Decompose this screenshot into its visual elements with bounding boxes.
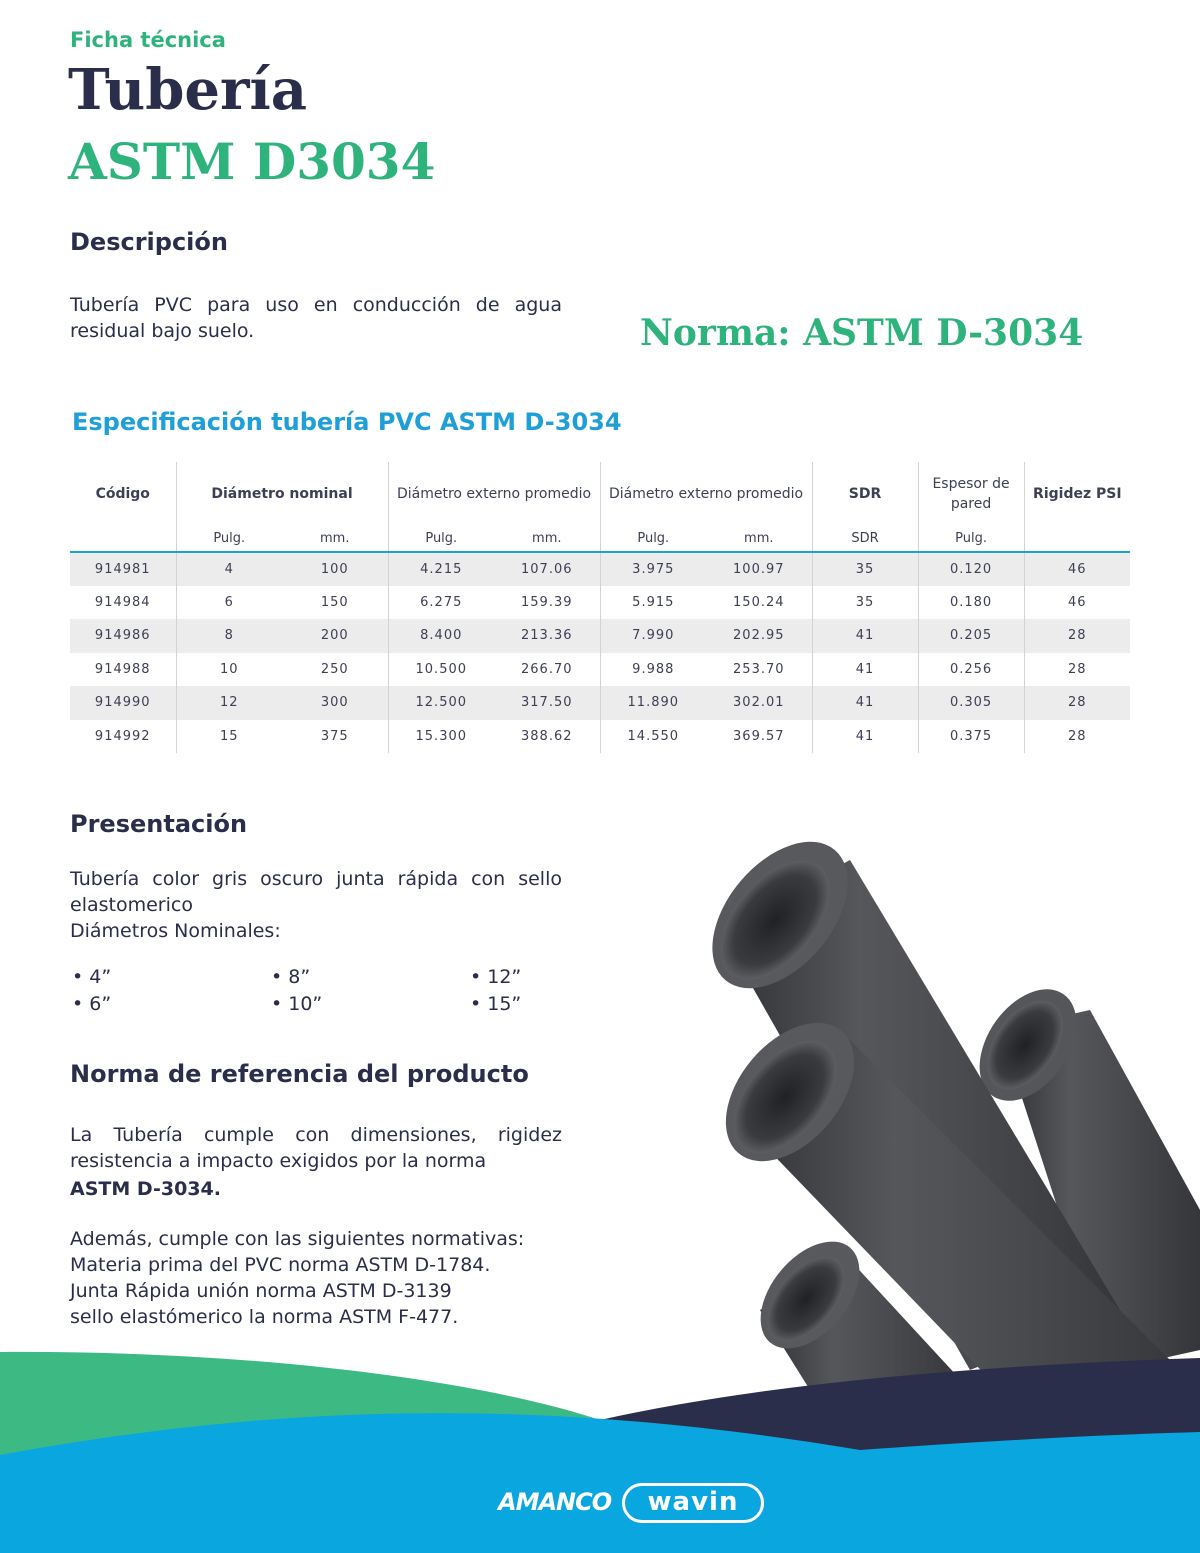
- table-cell: 253.70: [733, 661, 785, 677]
- table-cell: 10: [176, 653, 282, 687]
- table-cell: 0.256: [918, 653, 1024, 687]
- reference-line: Además, cumple con las siguientes normativas:: [70, 1228, 525, 1250]
- table-cell: 100.97: [706, 552, 812, 586]
- subheader: Pulg.: [388, 526, 494, 552]
- table-cell: 15.300: [388, 720, 494, 754]
- table-cell: 300: [282, 686, 388, 720]
- table-cell: 41: [812, 686, 918, 720]
- reference-line: Materia prima del PVC norma ASTM D-1784.: [70, 1254, 491, 1276]
- description-heading: Descripción: [70, 228, 228, 256]
- subheader: Pulg.: [918, 526, 1024, 552]
- header-diametro-externo-2: Diámetro externo promedio: [600, 462, 812, 526]
- table-cell: 202.95: [706, 619, 812, 653]
- diameter-bullet: • 15”: [470, 993, 522, 1015]
- header-sdr: SDR: [812, 462, 918, 526]
- table-cell: 213.36: [494, 619, 600, 653]
- table-cell: 0.120: [918, 552, 1024, 586]
- table-cell: 107.06: [494, 552, 600, 586]
- table-cell: 9.988: [600, 653, 706, 687]
- table-cell: 150: [320, 594, 349, 610]
- table-cell: 914984: [94, 594, 151, 610]
- table-cell: 46: [1024, 552, 1130, 586]
- description-text: Tubería PVC para uso en conducción de agua residual bajo suelo.: [70, 294, 562, 342]
- presentation-heading: Presentación: [70, 810, 248, 838]
- reference-heading: Norma de referencia del producto: [70, 1060, 529, 1088]
- document-title: Tubería: [68, 57, 308, 123]
- table-cell: 11.890: [600, 686, 706, 720]
- diameter-bullet: • 12”: [470, 966, 522, 988]
- pipes-image: [640, 830, 1200, 1390]
- diameter-bullet: • 4”: [72, 966, 112, 988]
- presentation-text: Tubería color gris oscuro junta rápida con sello elastomerico: [70, 868, 562, 916]
- table-cell: 14.550: [600, 720, 706, 754]
- table-cell: 914988: [94, 661, 151, 677]
- table-cell: 266.70: [521, 661, 573, 677]
- table-row: [70, 586, 1130, 620]
- reference-bold: ASTM D-3034.: [70, 1178, 221, 1200]
- amanco-logo: AMANCO: [498, 1488, 612, 1516]
- table-row: [70, 619, 1130, 653]
- subheader-empty: [1024, 526, 1130, 552]
- table-cell: 3.975: [600, 552, 706, 586]
- header-rigidez: Rigidez PSI: [1024, 462, 1130, 526]
- diameter-bullet: • 6”: [72, 993, 112, 1015]
- table-cell: 914992: [94, 728, 151, 744]
- spec-heading: Especificación tubería PVC ASTM D-3034: [72, 408, 622, 436]
- table-cell: 914981: [70, 552, 176, 586]
- presentation-subtitle: Diámetros Nominales:: [70, 920, 281, 942]
- wavin-logo: wavin: [622, 1483, 764, 1523]
- table-cell: 6: [176, 586, 282, 620]
- document-subtitle: ASTM D3034: [68, 132, 436, 191]
- table-cell: 914986: [70, 619, 176, 653]
- table-row: [70, 686, 1130, 720]
- table-cell: 41: [812, 619, 918, 653]
- reference-line: sello elastómerico la norma ASTM F-477.: [70, 1306, 459, 1328]
- table-cell: 150.24: [733, 594, 785, 610]
- table-cell: 10.500: [388, 653, 494, 687]
- subheader-empty: [70, 526, 176, 552]
- table-cell: 0.180: [918, 586, 1024, 620]
- table-cell: 35: [812, 552, 918, 586]
- header-codigo: Código: [95, 486, 150, 502]
- table-cell: 388.62: [521, 728, 573, 744]
- spec-table: [70, 462, 1130, 753]
- document-kicker: Ficha técnica: [70, 28, 226, 52]
- table-cell: 6.275: [388, 586, 494, 620]
- header-diametro-externo-1: Diámetro externo promedio: [388, 462, 600, 526]
- diameter-bullet: • 10”: [271, 993, 323, 1015]
- header-espesor: Espesor de pared: [918, 462, 1024, 526]
- table-cell: 375: [320, 728, 349, 744]
- reference-line: Junta Rápida unión norma ASTM D-3139: [70, 1280, 452, 1302]
- table-cell: 28: [1024, 686, 1130, 720]
- subheader: mm.: [706, 526, 812, 552]
- table-cell: 5.915: [600, 586, 706, 620]
- table-cell: 28: [1024, 619, 1130, 653]
- table-cell: 28: [1024, 653, 1130, 687]
- table-cell: 317.50: [494, 686, 600, 720]
- table-cell: 914990: [70, 686, 176, 720]
- norma-callout: Norma: ASTM D-3034: [640, 312, 1084, 354]
- table-row: [70, 653, 1130, 687]
- diameter-bullet: • 8”: [271, 966, 311, 988]
- table-cell: 4: [176, 552, 282, 586]
- table-row: [70, 720, 1130, 754]
- reference-list: [70, 1226, 524, 1330]
- subheader: Pulg.: [600, 526, 706, 552]
- table-cell: 4.215: [388, 552, 494, 586]
- table-cell: 200: [282, 619, 388, 653]
- table-cell: 159.39: [521, 594, 573, 610]
- footer-waves: [0, 1340, 1200, 1553]
- table-cell: 46: [1024, 586, 1130, 620]
- table-cell: 15: [176, 720, 282, 754]
- table-cell: 369.57: [733, 728, 785, 744]
- subheader: mm.: [494, 526, 600, 552]
- table-row: [70, 552, 1130, 586]
- table-cell: 302.01: [706, 686, 812, 720]
- table-cell: 250: [320, 661, 349, 677]
- table-cell: 0.205: [918, 619, 1024, 653]
- table-cell: 8.400: [388, 619, 494, 653]
- table-cell: 7.990: [600, 619, 706, 653]
- table-cell: 35: [812, 586, 918, 620]
- table-cell: 0.375: [918, 720, 1024, 754]
- table-cell: 28: [1024, 720, 1130, 754]
- subheader: Pulg.: [176, 526, 282, 552]
- table-cell: 8: [176, 619, 282, 653]
- table-cell: 41: [812, 653, 918, 687]
- header-diametro-nominal: Diámetro nominal: [176, 462, 388, 526]
- table-cell: 12: [176, 686, 282, 720]
- table-cell: 12.500: [388, 686, 494, 720]
- subheader: mm.: [282, 526, 388, 552]
- reference-text: La Tubería cumple con dimensiones, rigidez resistencia a impacto exigidos por la norma: [70, 1124, 562, 1172]
- table-cell: 100: [282, 552, 388, 586]
- subheader: SDR: [812, 526, 918, 552]
- table-cell: 41: [812, 720, 918, 754]
- table-cell: 0.305: [918, 686, 1024, 720]
